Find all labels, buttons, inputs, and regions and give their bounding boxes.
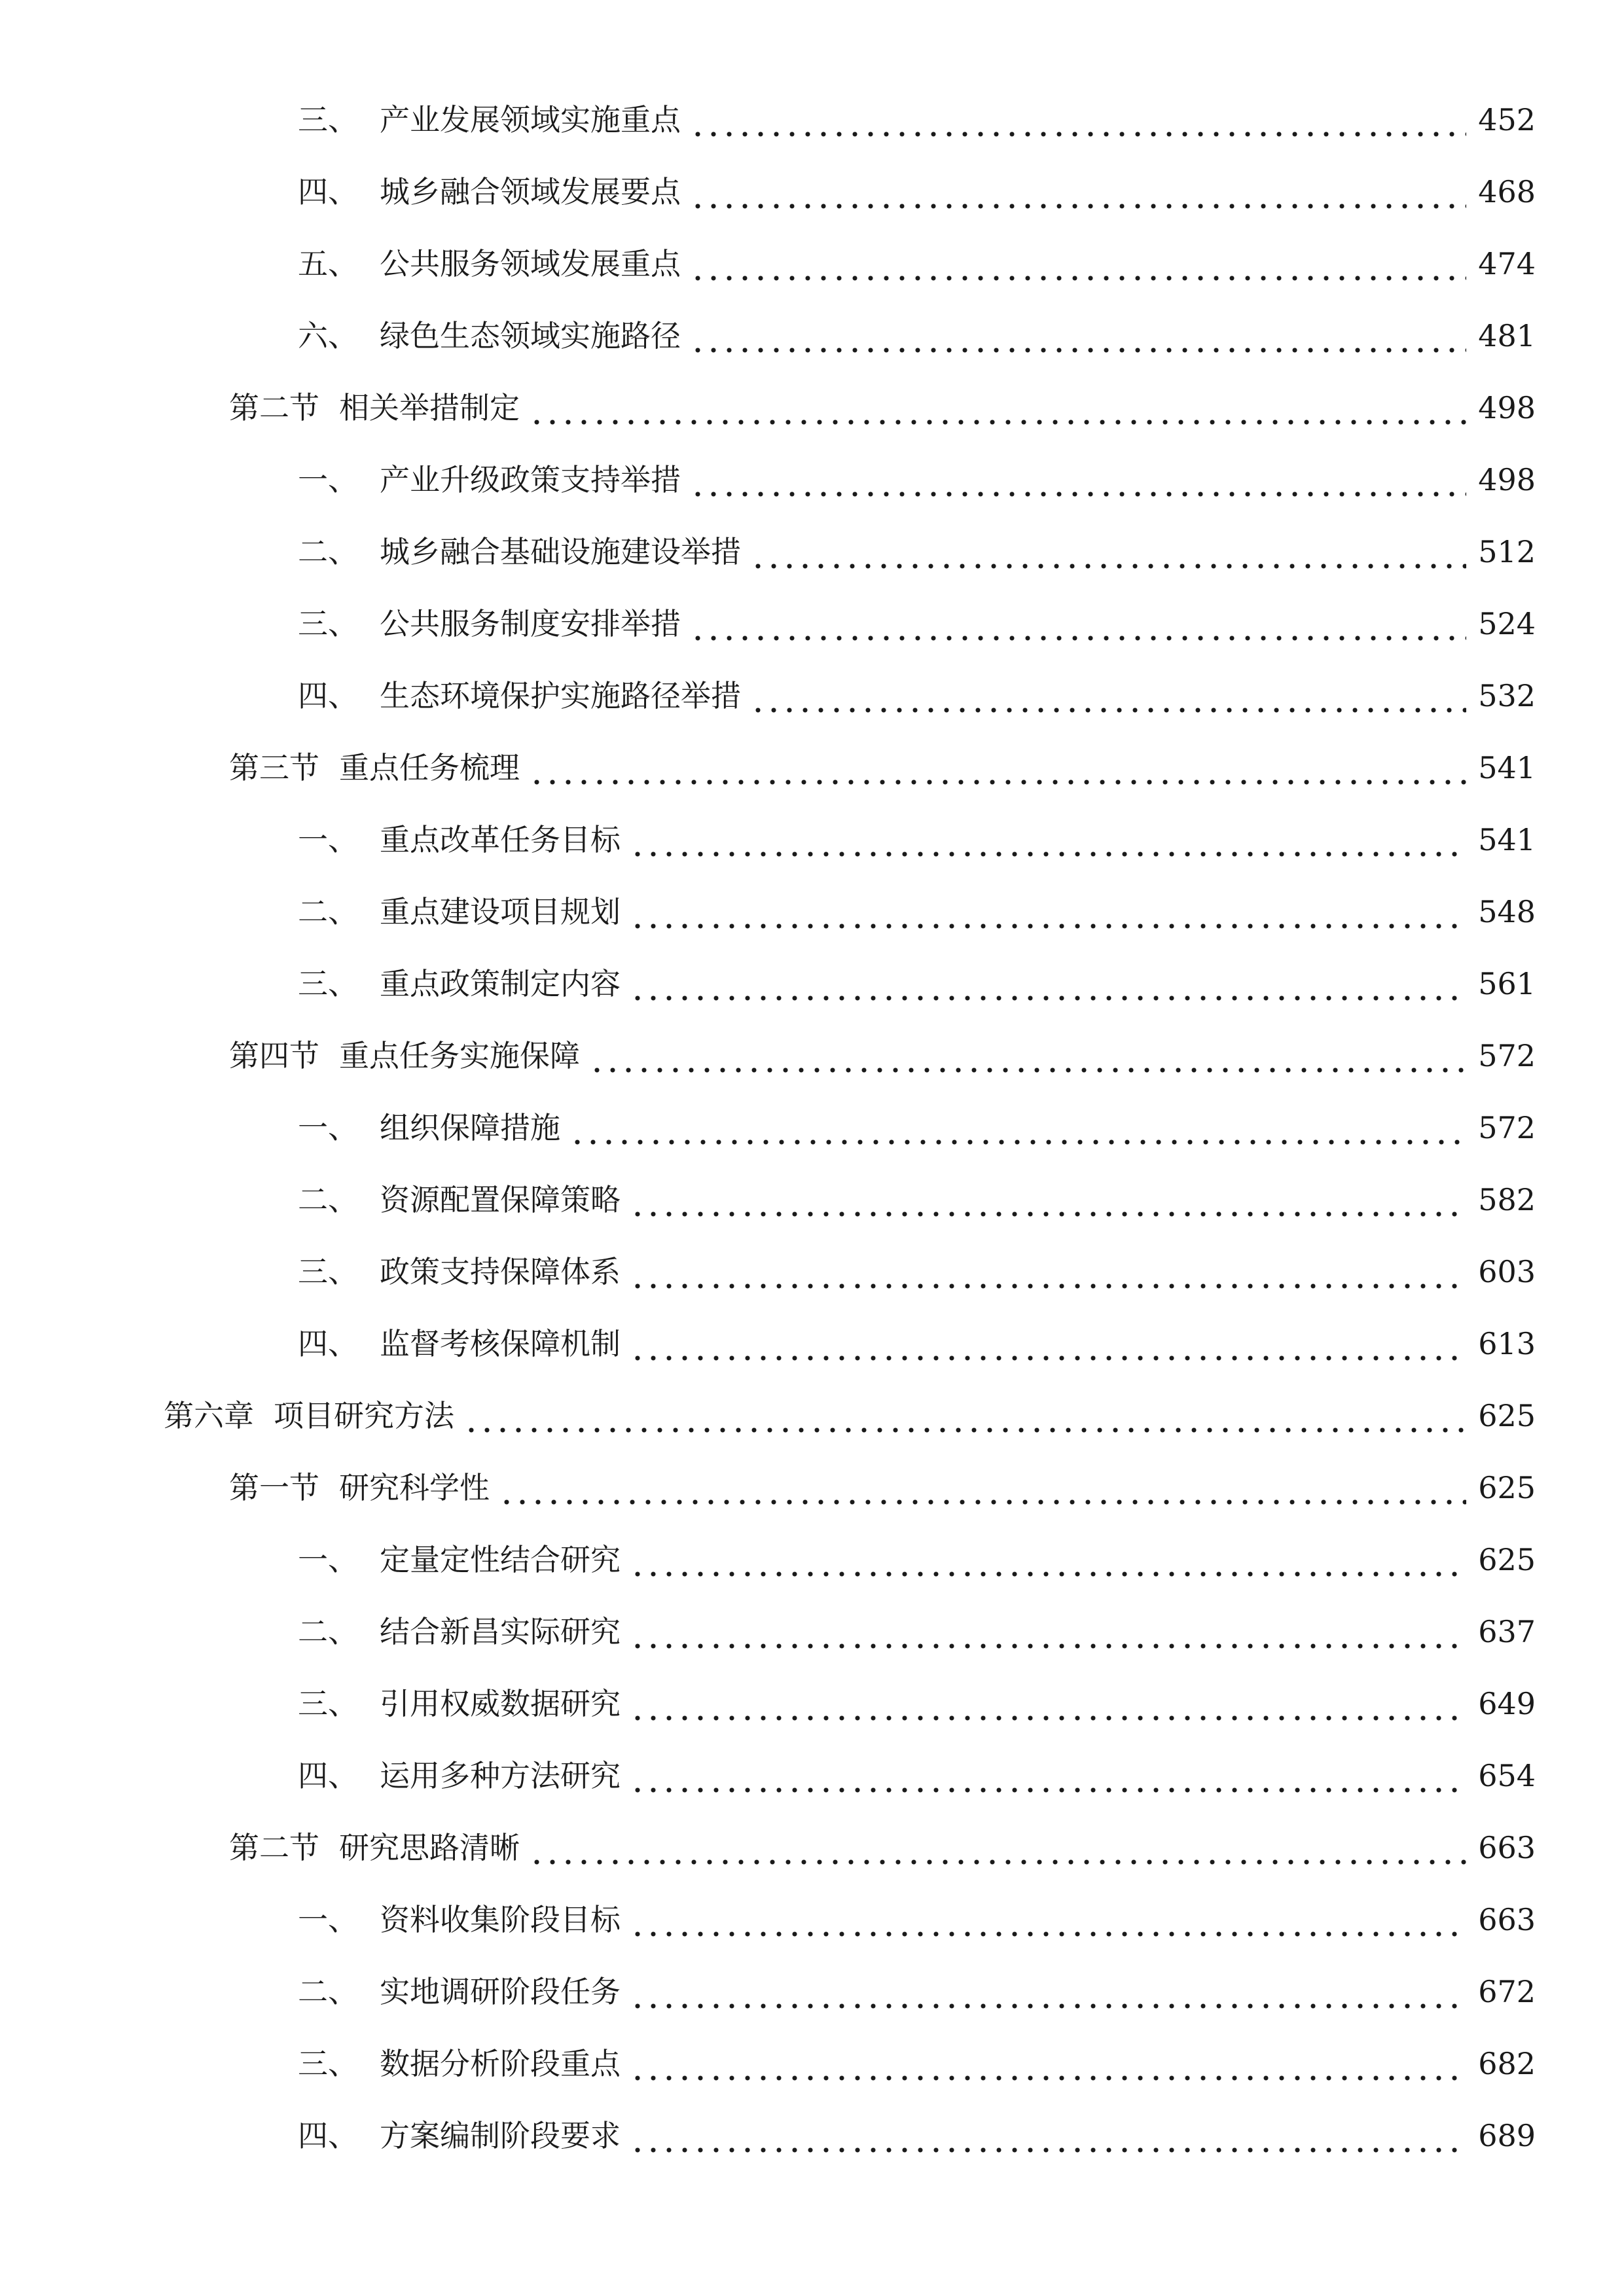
toc-entry-number: 二、 — [298, 894, 358, 929]
dot-leader — [499, 1462, 1466, 1514]
toc-entry-number: 四、 — [298, 174, 358, 209]
toc-entry[interactable] — [0, 526, 1624, 578]
toc-entry-page: 613 — [1478, 1326, 1536, 1361]
toc-entry-title: 公共服务领域发展重点 — [380, 246, 681, 281]
dot-leader — [690, 166, 1466, 218]
dot-leader — [529, 742, 1466, 794]
toc-entry[interactable] — [0, 1534, 1624, 1586]
dot-leader — [463, 1390, 1466, 1442]
dot-leader — [569, 1102, 1466, 1154]
toc-entry-page: 512 — [1478, 534, 1536, 569]
toc-entry-title: 结合新昌实际研究 — [380, 1614, 621, 1649]
dot-leader — [630, 1246, 1466, 1298]
toc-entry[interactable] — [0, 454, 1624, 506]
toc-entry[interactable] — [0, 1030, 1624, 1082]
toc-entry-page: 637 — [1478, 1614, 1536, 1649]
toc-entry-page: 625 — [1478, 1398, 1536, 1433]
toc-entry[interactable] — [0, 1174, 1624, 1226]
toc-entry[interactable] — [0, 1821, 1624, 1874]
toc-entry[interactable] — [0, 670, 1624, 722]
toc-entry-page: 498 — [1478, 462, 1536, 497]
toc-entry[interactable] — [0, 2037, 1624, 2090]
toc-entry-page: 561 — [1478, 966, 1536, 1001]
dot-leader — [690, 310, 1466, 362]
toc-entry-page: 582 — [1478, 1182, 1536, 1217]
toc-entry[interactable] — [0, 1318, 1624, 1370]
dot-leader — [529, 1821, 1466, 1874]
toc-entry-number: 二、 — [298, 1182, 358, 1217]
toc-entry-title: 重点建设项目规划 — [380, 894, 621, 929]
toc-entry-number: 六、 — [298, 318, 358, 353]
toc-entry[interactable] — [0, 1965, 1624, 2018]
toc-entry-title: 监督考核保障机制 — [380, 1326, 621, 1361]
toc-entry-page: 524 — [1478, 606, 1536, 641]
toc-entry-page: 452 — [1478, 102, 1536, 137]
toc-entry-page: 625 — [1478, 1542, 1536, 1577]
toc-entry-page: 498 — [1478, 390, 1536, 425]
dot-leader — [630, 1534, 1466, 1586]
toc-entry[interactable] — [0, 814, 1624, 866]
toc-entry-number: 一、 — [298, 462, 358, 497]
toc-entry-number: 二、 — [298, 1614, 358, 1649]
toc-entry-number: 二、 — [298, 1974, 358, 2009]
dot-leader — [750, 670, 1466, 722]
dot-leader — [750, 526, 1466, 578]
dot-leader — [630, 1174, 1466, 1226]
toc-entry-number: 三、 — [298, 1686, 358, 1721]
dot-leader — [630, 958, 1466, 1010]
toc-entry[interactable] — [0, 1893, 1624, 1946]
toc-entry-number: 一、 — [298, 1542, 358, 1577]
toc-entry-number: 第六章 — [164, 1398, 254, 1433]
toc-entry-title: 重点任务实施保障 — [339, 1038, 580, 1073]
toc-entry-title: 研究思路清晰 — [339, 1830, 520, 1865]
toc-entry-number: 三、 — [298, 102, 358, 137]
toc-entry[interactable] — [0, 1390, 1624, 1442]
dot-leader — [690, 238, 1466, 290]
dot-leader — [630, 1318, 1466, 1370]
toc-entry-title: 重点改革任务目标 — [380, 822, 621, 857]
toc-entry-number: 三、 — [298, 1254, 358, 1289]
toc-entry-title: 组织保障措施 — [380, 1110, 560, 1145]
toc-entry-title: 实地调研阶段任务 — [380, 1974, 621, 2009]
toc-entry-page: 672 — [1478, 1974, 1536, 2009]
toc-entry[interactable] — [0, 742, 1624, 794]
toc-entry-page: 572 — [1478, 1110, 1536, 1145]
dot-leader — [630, 814, 1466, 866]
toc-entry-title: 项目研究方法 — [274, 1398, 454, 1433]
dot-leader — [630, 1749, 1466, 1802]
toc-entry-number: 三、 — [298, 966, 358, 1001]
toc-entry[interactable] — [0, 2109, 1624, 2162]
toc-entry-title: 重点政策制定内容 — [380, 966, 621, 1001]
toc-entry-title: 引用权威数据研究 — [380, 1686, 621, 1721]
toc-entry-title: 产业升级政策支持举措 — [380, 462, 681, 497]
toc-entry-number: 一、 — [298, 1902, 358, 1937]
toc-entry-number: 五、 — [298, 246, 358, 281]
dot-leader — [630, 886, 1466, 938]
toc-entry-page: 682 — [1478, 2046, 1536, 2081]
toc-entry-page: 689 — [1478, 2118, 1536, 2153]
toc-entry-page: 481 — [1478, 318, 1536, 353]
toc-entry[interactable] — [0, 598, 1624, 650]
dot-leader — [690, 94, 1466, 146]
toc-entry-number: 第四节 — [229, 1038, 319, 1073]
dot-leader — [630, 1965, 1466, 2018]
toc-entry-page: 649 — [1478, 1686, 1536, 1721]
toc-entry[interactable] — [0, 1462, 1624, 1514]
toc-entry-title: 运用多种方法研究 — [380, 1758, 621, 1793]
toc-entry-page: 468 — [1478, 174, 1536, 209]
toc-entry-title: 公共服务制度安排举措 — [380, 606, 681, 641]
toc-entry-title: 资源配置保障策略 — [380, 1182, 621, 1217]
dot-leader — [630, 2109, 1466, 2162]
toc-entry[interactable] — [0, 166, 1624, 218]
toc-entry-title: 政策支持保障体系 — [380, 1254, 621, 1289]
dot-leader — [690, 598, 1466, 650]
toc-entry-page: 474 — [1478, 246, 1536, 281]
dot-leader — [630, 2037, 1466, 2090]
dot-leader — [529, 382, 1466, 434]
toc-entry[interactable] — [0, 1749, 1624, 1802]
toc-entry-title: 资料收集阶段目标 — [380, 1902, 621, 1937]
toc-entry[interactable] — [0, 310, 1624, 362]
toc-entry[interactable] — [0, 1677, 1624, 1730]
toc-entry-number: 四、 — [298, 2118, 358, 2153]
toc-entry-page: 654 — [1478, 1758, 1536, 1793]
toc-entry-title: 方案编制阶段要求 — [380, 2118, 621, 2153]
toc-entry-number: 四、 — [298, 1326, 358, 1361]
toc-entry-page: 541 — [1478, 822, 1536, 857]
toc-entry-title: 绿色生态领域实施路径 — [380, 318, 681, 353]
toc-entry[interactable] — [0, 1605, 1624, 1658]
toc-entry-title: 数据分析阶段重点 — [380, 2046, 621, 2081]
toc-entry-number: 一、 — [298, 1110, 358, 1145]
dot-leader — [630, 1893, 1466, 1946]
toc-entry-title: 生态环境保护实施路径举措 — [380, 678, 741, 713]
toc-entry-page: 548 — [1478, 894, 1536, 929]
toc-entry[interactable] — [0, 1102, 1624, 1154]
toc-entry[interactable] — [0, 94, 1624, 146]
toc-entry-number: 一、 — [298, 822, 358, 857]
toc-entry-number: 四、 — [298, 678, 358, 713]
toc-entry-number: 第一节 — [229, 1470, 319, 1505]
toc-entry-number: 第三节 — [229, 750, 319, 785]
toc-entry-page: 572 — [1478, 1038, 1536, 1073]
toc-entry-number: 三、 — [298, 2046, 358, 2081]
dot-leader — [589, 1030, 1466, 1082]
toc-entry[interactable] — [0, 238, 1624, 290]
toc-entry[interactable] — [0, 958, 1624, 1010]
toc-entry-page: 532 — [1478, 678, 1536, 713]
toc-entry-title: 研究科学性 — [339, 1470, 490, 1505]
toc-entry[interactable] — [0, 886, 1624, 938]
toc-entry-title: 相关举措制定 — [339, 390, 520, 425]
dot-leader — [690, 454, 1466, 506]
toc-entry-number: 第二节 — [229, 1830, 319, 1865]
dot-leader — [630, 1677, 1466, 1730]
toc-entry[interactable] — [0, 1246, 1624, 1298]
toc-entry-page: 663 — [1478, 1830, 1536, 1865]
dot-leader — [630, 1605, 1466, 1658]
toc-entry-title: 重点任务梳理 — [339, 750, 520, 785]
toc-entry-title: 产业发展领域实施重点 — [380, 102, 681, 137]
toc-entry-page: 603 — [1478, 1254, 1536, 1289]
toc-entry-number: 第二节 — [229, 390, 319, 425]
toc-entry-page: 625 — [1478, 1470, 1536, 1505]
toc-entry-page: 541 — [1478, 750, 1536, 785]
toc-entry[interactable] — [0, 382, 1624, 434]
toc-entry-page: 663 — [1478, 1902, 1536, 1937]
toc-entry-title: 定量定性结合研究 — [380, 1542, 621, 1577]
toc-entry-number: 四、 — [298, 1758, 358, 1793]
toc-entry-title: 城乡融合基础设施建设举措 — [380, 534, 741, 569]
toc-entry-number: 三、 — [298, 606, 358, 641]
toc-entry-title: 城乡融合领域发展要点 — [380, 174, 681, 209]
toc-entry-number: 二、 — [298, 534, 358, 569]
